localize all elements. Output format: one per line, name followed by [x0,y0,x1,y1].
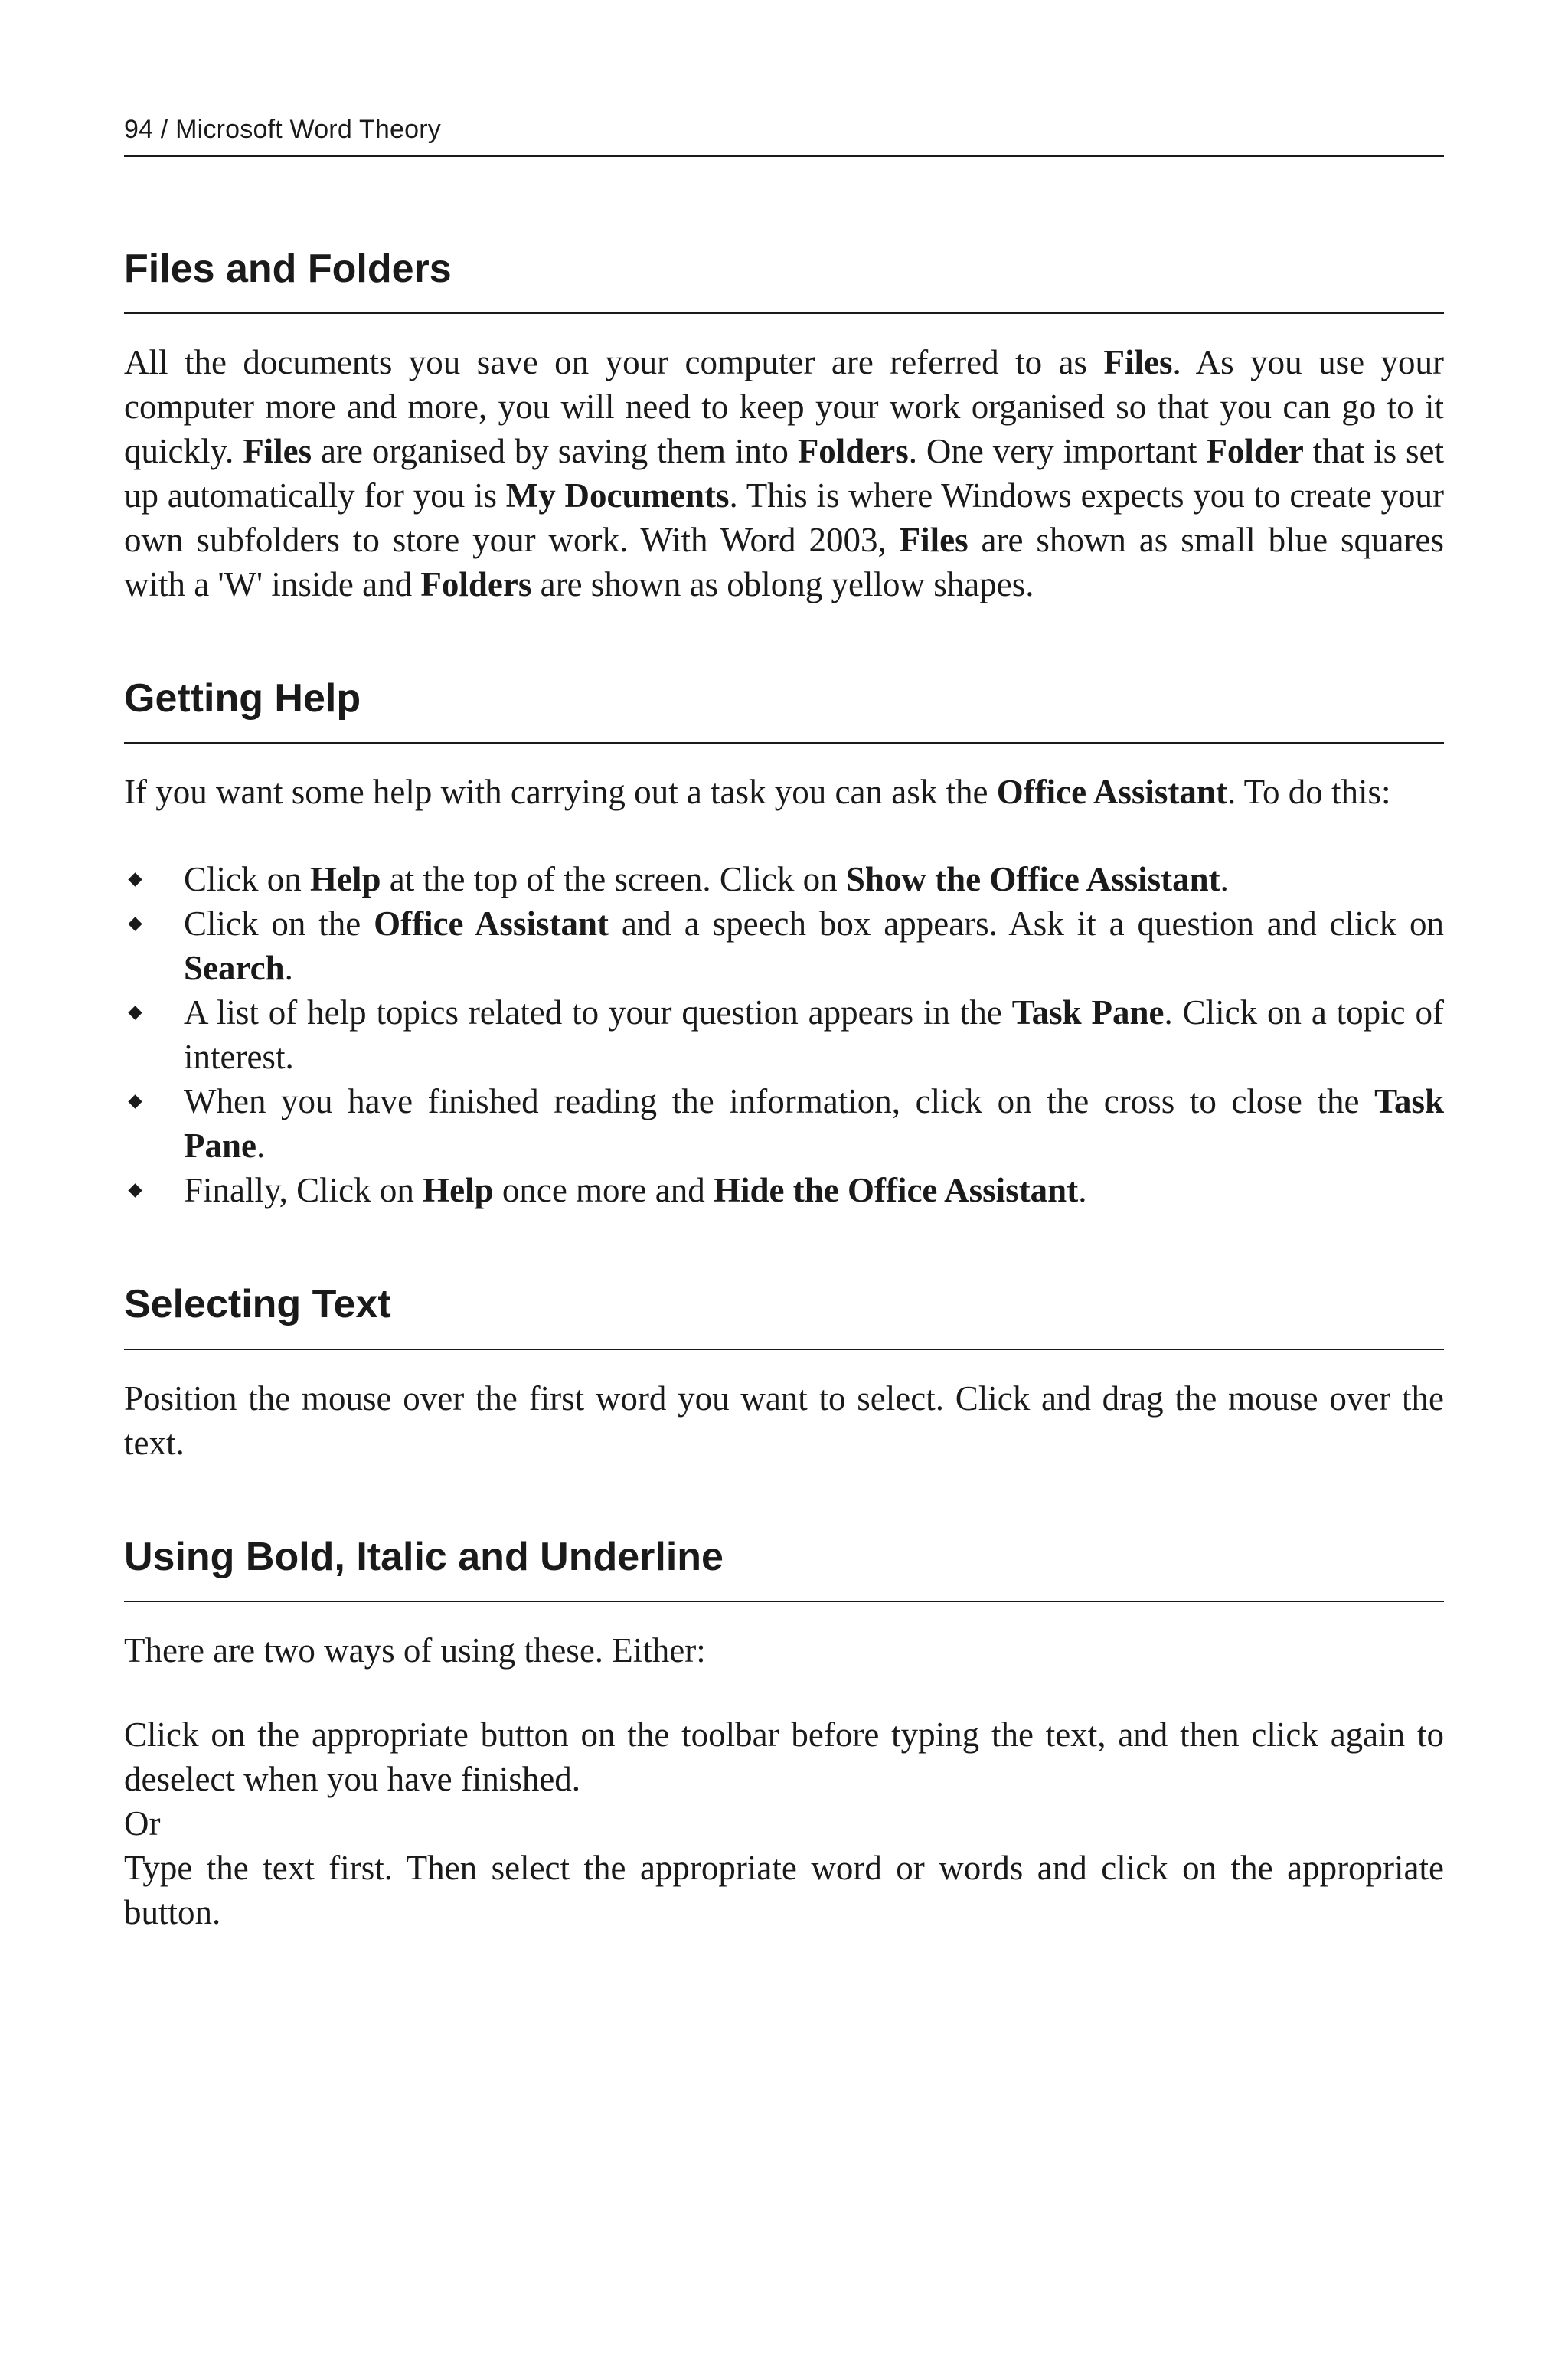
bold-term: Task Pane [184,1082,1444,1166]
bullet-list [124,857,1444,1212]
section-files-and-folders [124,247,1444,607]
text-run: . Click on a topic of interest. [184,993,1444,1077]
list-item-text [184,1079,1444,1168]
bold-term: Help [310,860,381,899]
section-bold-italic-underline [124,1535,1444,1934]
diamond-bullet-icon [124,1168,184,1212]
bold-term: My Documents [505,476,730,515]
list-item-text [184,901,1444,990]
paragraph [124,1376,1444,1465]
text-run: once more and [493,1171,714,1210]
text-run: A list of help topics related to your question appears in the [184,993,1012,1032]
paragraph [124,1628,1444,1673]
section-heading: Selecting Text [124,1283,1444,1349]
paragraph [124,1712,1444,1801]
bold-term: Files [1103,343,1173,382]
bold-term: Folder [1206,432,1304,471]
bold-term: Show the Office Assistant [845,860,1220,899]
text-run: are organised by saving them into [312,432,798,471]
bold-term: Hide the Office Assistant [713,1171,1079,1210]
paragraph [124,770,1444,814]
text-run: and a speech box appears. Ask it a question and click on [608,904,1444,943]
text-run: that is set up automatically for you is [124,432,1444,515]
text-run: Type the text first. Then select the appropriate word or words and click on the appropriate button. [124,1848,1444,1931]
text-run: . [284,949,293,988]
text-run: Click on the appropriate button on the toolbar before typing the text, and then click again to deselect when you have finished. [124,1715,1444,1798]
list-item [124,901,1444,990]
text-run: Finally, Click on [184,1171,423,1210]
bold-term: Folders [797,432,909,471]
bold-term: Office Assistant [374,904,609,943]
text-run: . This is where Windows expects you to create your own subfolders to store your work. With Word 2003, [124,476,1444,560]
bold-term: Files [899,521,969,560]
text-run: If you want some help with carrying out a task you can ask the [124,773,997,812]
bold-term: Office Assistant [996,773,1227,812]
diamond-bullet-icon [124,990,184,1035]
text-run: Position the mouse over the first word you want to select. Click and drag the mouse over the text. [124,1378,1444,1462]
section-heading: Using Bold, Italic and Underline [124,1535,1444,1602]
section-heading: Getting Help [124,677,1444,744]
text-run: There are two ways of using these. Either: [124,1630,706,1670]
paragraph [124,340,1444,607]
paragraph [124,1846,1444,1934]
text-run: . To do this: [1227,773,1391,812]
diamond-bullet-icon [124,1079,184,1123]
list-item [124,857,1444,901]
text-run: Or [124,1804,161,1843]
list-item [124,990,1444,1079]
text-run: Click on the [184,904,374,943]
list-item [124,1079,1444,1168]
list-item-text [184,857,1444,901]
section-selecting-text [124,1283,1444,1464]
diamond-bullet-icon [124,901,184,946]
section-heading: Files and Folders [124,247,1444,314]
text-run: . [1220,860,1229,899]
list-item-text [184,990,1444,1079]
paragraph [124,1801,1444,1846]
bold-term: Files [243,432,312,471]
text-run: . One very important [908,432,1207,471]
text-run: When you have finished reading the information, click on the cross to close the [184,1082,1375,1121]
bold-term: Help [423,1171,494,1210]
text-run: Click on [184,860,310,899]
section-getting-help [124,677,1444,1212]
text-run: . [1078,1171,1087,1210]
list-item [124,1168,1444,1212]
text-run: . As you use your computer more and more, you will need to keep your work organised so that you can go to it quickly. [124,343,1445,471]
text-run: at the top of the screen. Click on [381,860,846,899]
text-run: All the documents you save on your computer are referred to as [124,343,1104,382]
diamond-bullet-icon [124,857,184,901]
text-run: are shown as oblong yellow shapes. [531,565,1034,604]
bold-term: Task Pane [1011,993,1165,1032]
list-item-text [184,1168,1444,1212]
bold-term: Folders [420,565,532,604]
bold-term: Search [184,949,285,988]
running-head: 94 / Microsoft Word Theory [124,115,1444,157]
page [124,115,1444,1934]
text-run: . [256,1127,266,1166]
text-run: are shown as small blue squares with a 'W' inside and [124,521,1444,604]
